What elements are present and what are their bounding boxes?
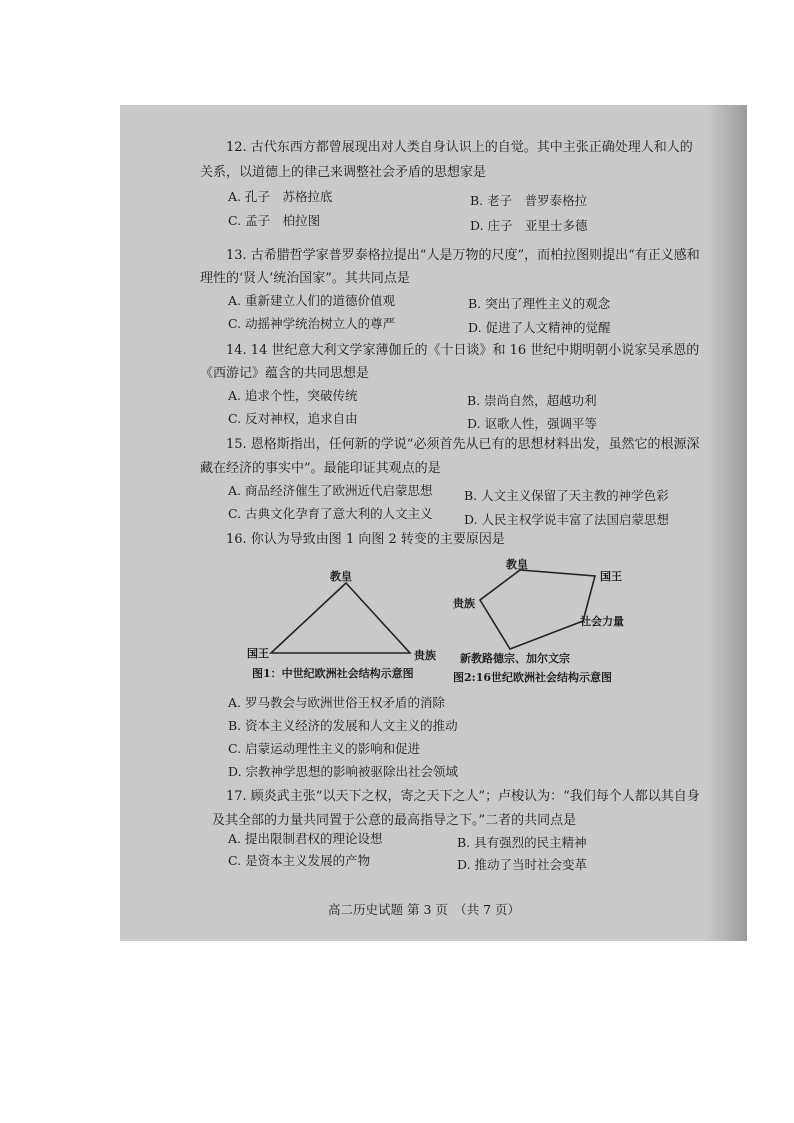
- q16-option-b: B. 资本主义经济的发展和人文主义的推动: [228, 718, 458, 733]
- fig1-label-nobles: 贵族: [414, 649, 436, 662]
- fig2-label-king: 国王: [600, 570, 622, 583]
- q16-option-d: D. 宗教神学思想的影响被驱除出社会领域: [228, 764, 459, 779]
- fig1-caption: 图1：中世纪欧洲社会结构示意图: [252, 667, 414, 680]
- fig1-label-pope: 教皇: [330, 570, 352, 583]
- q16-option-a: A. 罗马教会与欧洲世俗王权矛盾的消除: [228, 695, 445, 710]
- q17-option-c: C. 是资本主义发展的产物: [228, 853, 371, 868]
- q15-option-c: C. 古典文化孕育了意大利的人文主义: [228, 506, 433, 521]
- q16-stem: 16. 你认为导致由图 1 向图 2 转变的主要原因是: [226, 532, 505, 547]
- exam-page: [120, 105, 747, 941]
- q13-option-c: C. 动摇神学统治树立人的尊严: [228, 316, 396, 331]
- q17-option-b: B. 具有强烈的民主精神: [457, 835, 587, 850]
- q14-stem-line2: 《西游记》蕴含的共同思想是: [200, 366, 370, 381]
- fig1-label-king: 国王: [247, 647, 269, 660]
- q14-option-c: C. 反对神权，追求自由: [228, 411, 358, 426]
- q12-stem-line1: 12. 古代东西方都曾展现出对人类自身认识上的自觉。其中主张正确处理人和人的: [226, 140, 693, 155]
- fig2-label-social-forces: 社会力量: [580, 615, 624, 628]
- q17-option-d: D. 推动了当时社会变革: [457, 857, 588, 872]
- q14-option-d: D. 讴歌人性，强调平等: [467, 416, 598, 431]
- q17-stem-line2: 及其全部的力量共同置于公意的最高指导之下。”二者的共同点是: [212, 813, 577, 828]
- fig2-label-pope: 教皇: [506, 558, 528, 571]
- q17-stem-line1: 17. 顾炎武主张“以天下之权，寄之天下之人”；卢梭认为：“我们每个人都以其自身: [226, 789, 700, 804]
- q15-option-a: A. 商品经济催生了欧洲近代启蒙思想: [228, 483, 433, 498]
- q17-option-a: A. 提出限制君权的理论设想: [228, 831, 383, 846]
- q13-stem-line1: 13. 古希腊哲学家普罗泰格拉提出“人是万物的尺度”，而柏拉图则提出“有正义感和: [226, 248, 700, 263]
- q16-option-c: C. 启蒙运动理性主义的影响和促进: [228, 741, 421, 756]
- q13-option-d: D. 促进了人文精神的觉醒: [468, 320, 611, 335]
- figure1-triangle: [271, 583, 410, 653]
- q13-option-a: A. 重新建立人们的道德价值观: [228, 293, 395, 308]
- page-footer: 高二历史试题 第 3 页 （共 7 页）: [328, 902, 521, 917]
- q15-option-d: D. 人民主权学说丰富了法国启蒙思想: [464, 512, 670, 527]
- q15-stem-line1: 15. 恩格斯指出，任何新的学说“必须首先从已有的思想材料出发，虽然它的根源深: [226, 437, 700, 452]
- q12-option-c: C. 孟子 柏拉图: [228, 213, 321, 228]
- figure2-polygon: [480, 570, 595, 649]
- q15-stem-line2: 藏在经济的事实中”。最能印证其观点的是: [200, 461, 441, 476]
- q13-option-b: B. 突出了理性主义的观念: [468, 296, 611, 311]
- q14-stem-line1: 14. 14 世纪意大利文学家薄伽丘的《十日谈》和 16 世纪中期明朝小说家吴承恩的: [226, 343, 700, 358]
- q14-option-b: B. 崇尚自然，超越功利: [467, 393, 597, 408]
- fig2-label-protestants: 新教路德宗、加尔文宗: [460, 652, 570, 665]
- q13-stem-line2: 理性的‘贤人’统治国家”。其共同点是: [200, 271, 410, 286]
- q12-option-a: A. 孔子 苏格拉底: [228, 189, 333, 204]
- q12-option-b: B. 老子 普罗泰格拉: [470, 193, 588, 208]
- q12-stem-line2: 关系，以道德上的律己来调整社会矛盾的思想家是: [200, 165, 487, 180]
- fig2-caption: 图2:16世纪欧洲社会结构示意图: [453, 671, 613, 684]
- q15-option-b: B. 人文主义保留了天主教的神学色彩: [464, 488, 669, 503]
- q14-option-a: A. 追求个性，突破传统: [228, 388, 358, 403]
- fig2-label-nobles: 贵族: [453, 597, 475, 610]
- q12-option-d: D. 庄子 亚里士多德: [470, 218, 588, 233]
